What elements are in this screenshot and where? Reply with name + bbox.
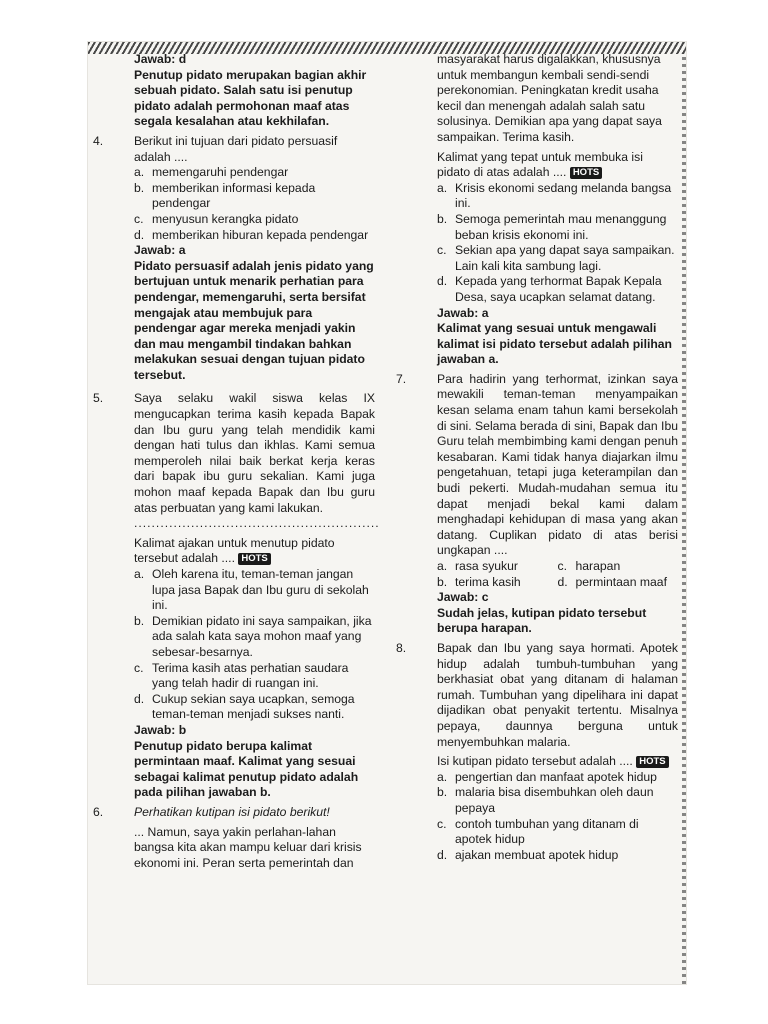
passage-text: masyarakat harus digalakkan, khususnya untuk membangun kembali sendi-sendi perekonomian. Peningkatan kredit usaha kecil dan menengah adalah salah satu solusinya. Demikian apa yang dapat saya sampaikan. Terima kasih. [437,52,662,144]
option-text: ajakan membuat apotek hidup [455,847,619,862]
option-text: Semoga pemerintah mau menanggung beban krisis ekonomi ini. [455,211,667,242]
option-text: Kepada yang terhormat Bapak Kepala Desa, saya ucapkan selamat datang. [455,274,662,304]
question-number: 8. [396,640,407,655]
right-column [396,52,678,863]
option-a [134,567,375,614]
option-row [437,575,678,591]
option-letter: a. [134,165,145,180]
option-b [437,785,678,816]
option-letter: b. [437,211,448,226]
question-number: 7. [396,371,407,386]
option-letter: d. [134,691,145,706]
decorative-right-edge [682,54,686,984]
option-text: memengaruhi pendengar [152,165,289,180]
option-letter: c. [437,816,447,831]
option-letter: b. [437,574,448,589]
option-text: rasa syukur [455,559,518,573]
option-a [437,181,678,212]
question-8 [396,641,678,863]
option-letter: d. [557,574,568,589]
option-text: permintaan maaf [575,574,667,589]
question-number: 5. [93,391,104,406]
option-text: Terima kasih atas perhatian saudara yang telah hadir di ruangan ini. [152,660,349,691]
answer-explanation: Sudah jelas, kutipan pidato tersebut berupa harapan. [437,605,647,636]
option-letter: a. [437,559,448,573]
answer-label: Jawab: a [437,305,489,320]
option-d [437,274,678,305]
option-d [558,575,679,591]
question-text: Berikut ini tujuan dari pidato persuasif adalah .... [134,133,338,164]
option-letter: c. [557,559,567,573]
question-7 [396,372,678,637]
question-text: Kalimat ajakan untuk menutup pidato tersebut adalah .... HOTS [134,535,335,566]
hots-badge: HOTS [238,553,270,565]
option-text: pengertian dan manfaat apotek hidup [455,769,657,784]
option-c [437,817,678,848]
answer-label: Jawab: d [134,52,187,66]
option-text: memberikan hiburan kepada pendengar [152,227,369,242]
option-letter: b. [134,180,145,195]
option-b [437,212,678,243]
hots-badge: HOTS [570,167,602,179]
left-column [93,52,380,871]
option-letter: d. [134,227,145,242]
option-c [134,661,375,692]
option-b [134,614,375,661]
question-text: Kalimat yang tepat untuk membuka isi pidato di atas adalah .... HOTS [437,149,643,180]
option-text: terima kasih [455,574,521,589]
option-letter: d. [437,847,448,862]
option-row [437,559,678,575]
passage-text: Bapak dan Ibu yang saya hormati. Apotek hidup adalah tumbuh-tumbuhan yang berkhasiat obat yang ditanam di halaman rumah. Tumbuhan yang dipelihara ini dapat dijadikan obat penyakit tertentu. Misalnya pepaya, daunnya berguna untuk menyembuhkan malaria. [437,640,678,749]
hots-badge: HOTS [636,756,668,768]
intro-answer-block [93,52,375,130]
option-letter: c. [134,211,144,226]
option-a [134,165,375,181]
option-text: Demikian pidato ini saya sampaikan, jika ada salah kata saya mohon maaf yang sebesar-besarnya. [152,613,372,659]
question-4 [93,134,375,384]
answer-explanation: Penutup pidato berupa kalimat permintaan maaf. Kalimat yang sesuai sebagai kalimat penutup pidato adalah pada pilihan jawaban b. [134,738,359,800]
option-d [437,848,678,864]
option-letter: c. [437,243,447,258]
option-text: malaria bisa disembuhkan oleh daun pepaya [455,785,654,815]
answer-label: Jawab: b [134,722,187,737]
option-text: Oleh karena itu, teman-teman jangan lupa jasa Bapak dan Ibu guru di sekolah ini. [152,567,369,613]
answer-explanation: Pidato persuasif adalah jenis pidato yang bertujuan untuk menarik perhatian para pendengar, memengaruhi, serta bersifat mengajak atau membujuk para pendengar agar mereka menjadi yakin dan mau mengambil tindakan bahkan melakukan sesuai dengan tujuan pidato tersebut. [134,258,374,382]
passage-text: ... Namun, saya yakin perlahan-lahan bangsa kita akan mampu keluar dari krisis ekonomi ini. Peran serta pemerintah dan [134,824,362,870]
option-text: Sekian apa yang dapat saya sampaikan. Lain kali kita sambung lagi. [455,243,675,273]
option-b [437,575,558,591]
question-number: 4. [93,133,104,148]
answer-label: Jawab: a [134,243,186,258]
blank-line: ........................................................ [134,516,380,531]
option-c [558,559,679,575]
answer-explanation: Penutup pidato merupakan bagian akhir sebuah pidato. Salah satu isi penutup pidato adalah permohonan maaf atas segala kesalahan atau kekhilafan. [134,67,367,129]
option-letter: a. [134,567,145,581]
option-text: Cukup sekian saya ucapkan, semoga teman-teman menjadi sukses nanti. [152,691,355,722]
question-6 [93,805,375,871]
question-text: Isi kutipan pidato tersebut adalah .... HOTS [437,754,678,770]
option-text: menyusun kerangka pidato [152,211,299,226]
question-6-continued [396,52,678,368]
option-c [437,243,678,274]
option-d [134,228,375,244]
option-a [437,559,558,575]
page-sheet [88,42,686,984]
question-number: 6. [93,804,104,819]
option-d [134,692,375,723]
instruction-text: Perhatikan kutipan isi pidato berikut! [134,804,330,819]
option-letter: d. [437,274,448,289]
option-c [134,212,375,228]
option-letter: b. [437,785,448,800]
option-text: contoh tumbuhan yang ditanam di apotek hidup [455,816,639,847]
option-text: memberikan informasi kepada pendengar [152,180,316,211]
option-text: Krisis ekonomi sedang melanda bangsa ini. [455,180,672,211]
option-letter: a. [437,769,448,784]
passage-text: Para hadirin yang terhormat, izinkan saya mewakili teman-teman menyampaikan kesan selama enam tahun kami bersekolah di sini. Selama berada di sini, Bapak dan Ibu Guru telah membimbing kami dengan penuh kesabaran. Kami tidak hanya diajarkan ilmu pengetahuan, tetapi juga keterampilan dan budi pekerti. Mudah-mudahan semua itu dapat menjadi bekal kami dalam menghadapi kehidupan di masa yang akan datang. Cuplikan pidato di atas berisi ungkapan .... [437,371,678,558]
option-b [134,181,375,212]
option-letter: b. [134,613,145,628]
question-5 [93,391,380,800]
option-text: harapan [575,559,621,573]
answer-explanation: Kalimat yang sesuai untuk mengawali kalimat isi pidato tersebut adalah pilihan jawaban a. [437,321,673,367]
answer-label: Jawab: c [437,590,489,605]
option-a [437,770,678,786]
option-letter: a. [437,180,448,195]
option-letter: c. [134,660,144,675]
passage-text: Saya selaku wakil siswa kelas IX mengucapkan terima kasih kepada Bapak dan Ibu guru yang telah mendidik kami dengan hati tulus dan ikhlas. Kami semua memperoleh nilai baik berkat kerja keras dari bapak ibu guru sekalian. Kami juga mohon maaf kepada Bapak dan Ibu guru atas perbuatan yang kami lakukan. [134,391,375,515]
